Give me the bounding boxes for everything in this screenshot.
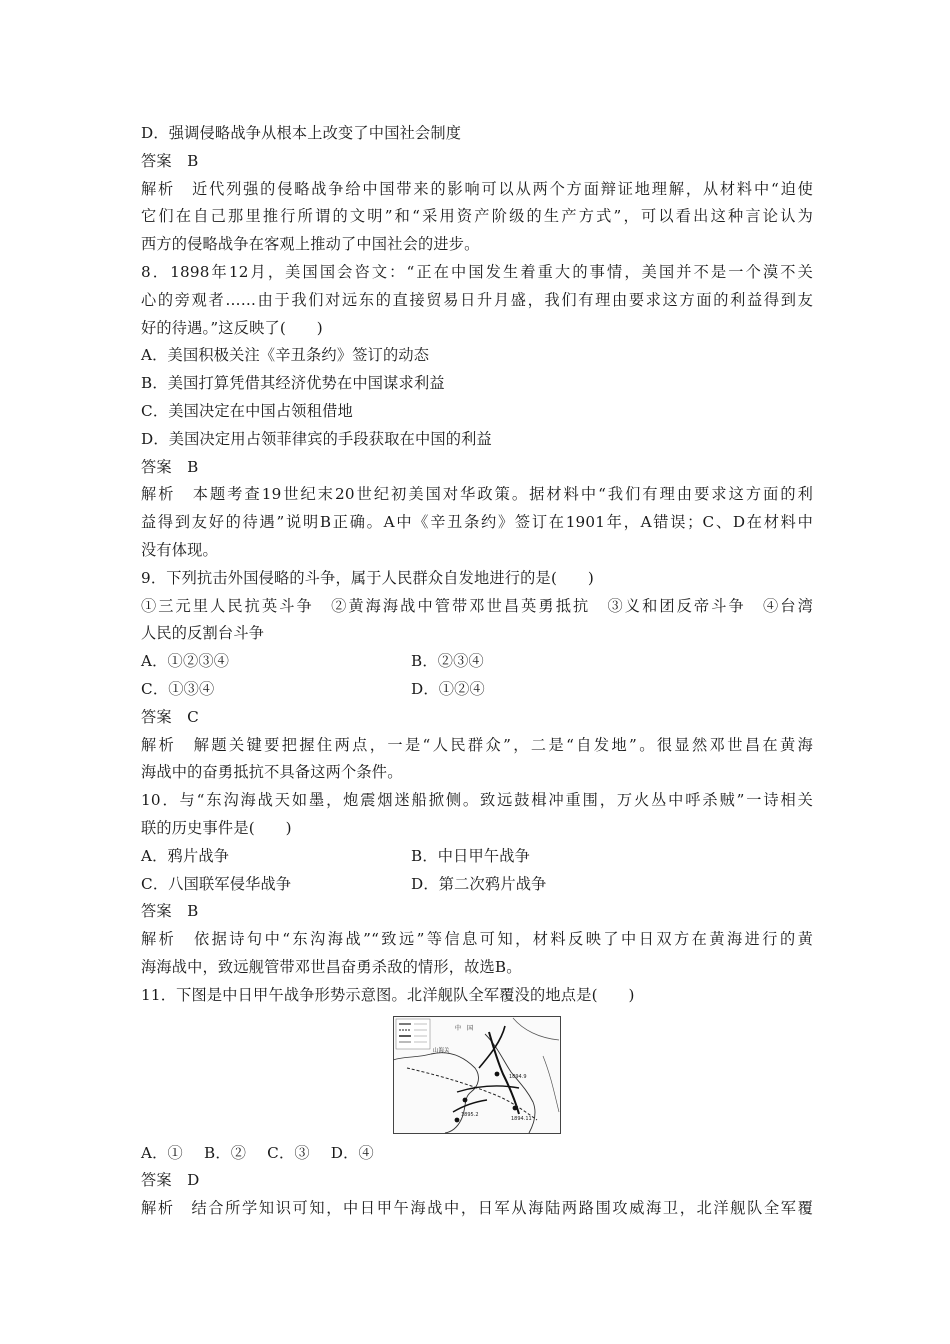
q11-options-row [141, 1140, 813, 1168]
war-situation-map [393, 1016, 561, 1134]
q10-analysis-line: 解析 依据诗句中“东沟海战”“致远”等信息可知，材料反映了中日双方在黄海进行的黄 [141, 930, 813, 949]
q11-option-d: D．④ [330, 1143, 374, 1162]
q8-analysis-line: 解析 本题考查19世纪末20世纪初美国对华政策。据材料中“我们有理由要求这方面的利 [141, 485, 813, 504]
battle-site-marker [463, 1097, 468, 1102]
q7-analysis-line: 解析 近代列强的侵略战争给中国带来的影响可以从两个方面辩证地理解，从材料中“迫使 [141, 179, 813, 198]
map-label-date: 1895.2 [461, 1111, 479, 1118]
q10-analysis-line: 海海战中，致远舰管带邓世昌奋勇杀敌的情形，故选B。 [141, 957, 522, 976]
q11-answer: 答案 D [141, 1171, 200, 1190]
q10-option-a: A．鸦片战争 [141, 846, 230, 865]
q9-options-row [141, 648, 813, 676]
q10-option-c: C．八国联军侵华战争 [141, 874, 292, 893]
q9-options-row [141, 676, 813, 704]
q9-option-b: B．②③④ [411, 652, 484, 671]
q7-analysis-line: 西方的侵略战争在客观上推动了中国社会的进步。 [141, 235, 480, 254]
q9-option-d: D．①②④ [411, 679, 485, 698]
battle-site-marker [513, 1105, 518, 1110]
map-label-shanhaiguan: 山海关 [433, 1047, 450, 1054]
q11-stem: 11．下图是中日甲午战争形势示意图。北洋舰队全军覆没的地点是( ) [141, 985, 635, 1004]
q9-stem: 9．下列抗击外国侵略的斗争，属于人民群众自发地进行的是( ) [141, 568, 594, 587]
q11-option-b: B．② [203, 1143, 247, 1162]
q8-answer: 答案 B [141, 457, 199, 476]
q11-option-c: C．③ [267, 1143, 310, 1162]
q8-option-a: A．美国积极关注《辛丑条约》签订的动态 [141, 346, 430, 365]
q10-stem-line: 联的历史事件是( ) [141, 818, 292, 837]
q8-analysis-line: 益得到友好的待遇”说明B正确。A中《辛丑条约》签订在1901年，A错误；C、D在材料中 [141, 513, 813, 532]
q9-items-line: 人民的反割台斗争 [141, 624, 265, 643]
q9-items-line: ①三元里人民抗英斗争 ②黄海海战中管带邓世昌英勇抵抗 ③义和团反帝斗争 ④台湾 [141, 596, 813, 615]
map-label-date: 1894.9 [509, 1073, 527, 1080]
q9-option-c: C．①③④ [141, 679, 215, 698]
battle-site-marker [455, 1117, 460, 1122]
q10-stem-line: 10．与“东沟海战天如墨，炮震烟迷船掀侧。致远鼓楫冲重围，万火丛中呼杀贼”一诗相关 [141, 791, 813, 810]
q8-stem-line: 好的待遇。”这反映了( ) [141, 318, 323, 337]
q8-stem-line: 心的旁观者……由于我们对远东的直接贸易日升月盛，我们有理由要求这方面的利益得到友 [141, 290, 813, 309]
q10-options-row [141, 843, 813, 871]
q8-option-c: C．美国决定在中国占领租借地 [141, 401, 353, 420]
q8-analysis-line: 没有体现。 [141, 540, 218, 559]
q10-option-b: B．中日甲午战争 [411, 846, 531, 865]
battle-site-marker [495, 1071, 500, 1076]
sino-japanese-war-map-figure [141, 1016, 813, 1136]
q11-option-a: A．① [141, 1143, 183, 1162]
q7-option-d: D．强调侵略战争从根本上改变了中国社会制度 [141, 124, 462, 142]
document-page [141, 120, 813, 1223]
map-label-china: 中 国 [455, 1024, 474, 1032]
q7-answer: 答案 B [141, 151, 199, 170]
q9-answer: 答案 C [141, 707, 199, 726]
map-label-date: 1894.11 [511, 1115, 532, 1122]
q8-stem-line: 8．1898年12月，美国国会咨文：“正在中国发生着重大的事情，美国并不是一个漠不关 [141, 262, 813, 281]
q9-option-a: A．①②③④ [141, 652, 230, 671]
q8-option-d: D．美国决定用占领菲律宾的手段获取在中国的利益 [141, 429, 492, 448]
q9-analysis-line: 海战中的奋勇抵抗不具备这两个条件。 [141, 763, 403, 782]
q8-option-b: B．美国打算凭借其经济优势在中国谋求利益 [141, 374, 445, 393]
q7-analysis-line: 它们在自己那里推行所谓的文明”和“采用资产阶级的生产方式”，可以看出这种言论认为 [141, 207, 813, 226]
q9-analysis-line: 解析 解题关键要把握住两点，一是“人民群众”，二是“自发地”。很显然邓世昌在黄海 [141, 735, 813, 754]
q10-options-row [141, 871, 813, 899]
q10-option-d: D．第二次鸦片战争 [411, 874, 547, 893]
q11-analysis-line: 解析 结合所学知识可知，中日甲午海战中，日军从海陆两路围攻威海卫，北洋舰队全军覆 [141, 1199, 813, 1218]
q10-answer: 答案 B [141, 902, 199, 921]
